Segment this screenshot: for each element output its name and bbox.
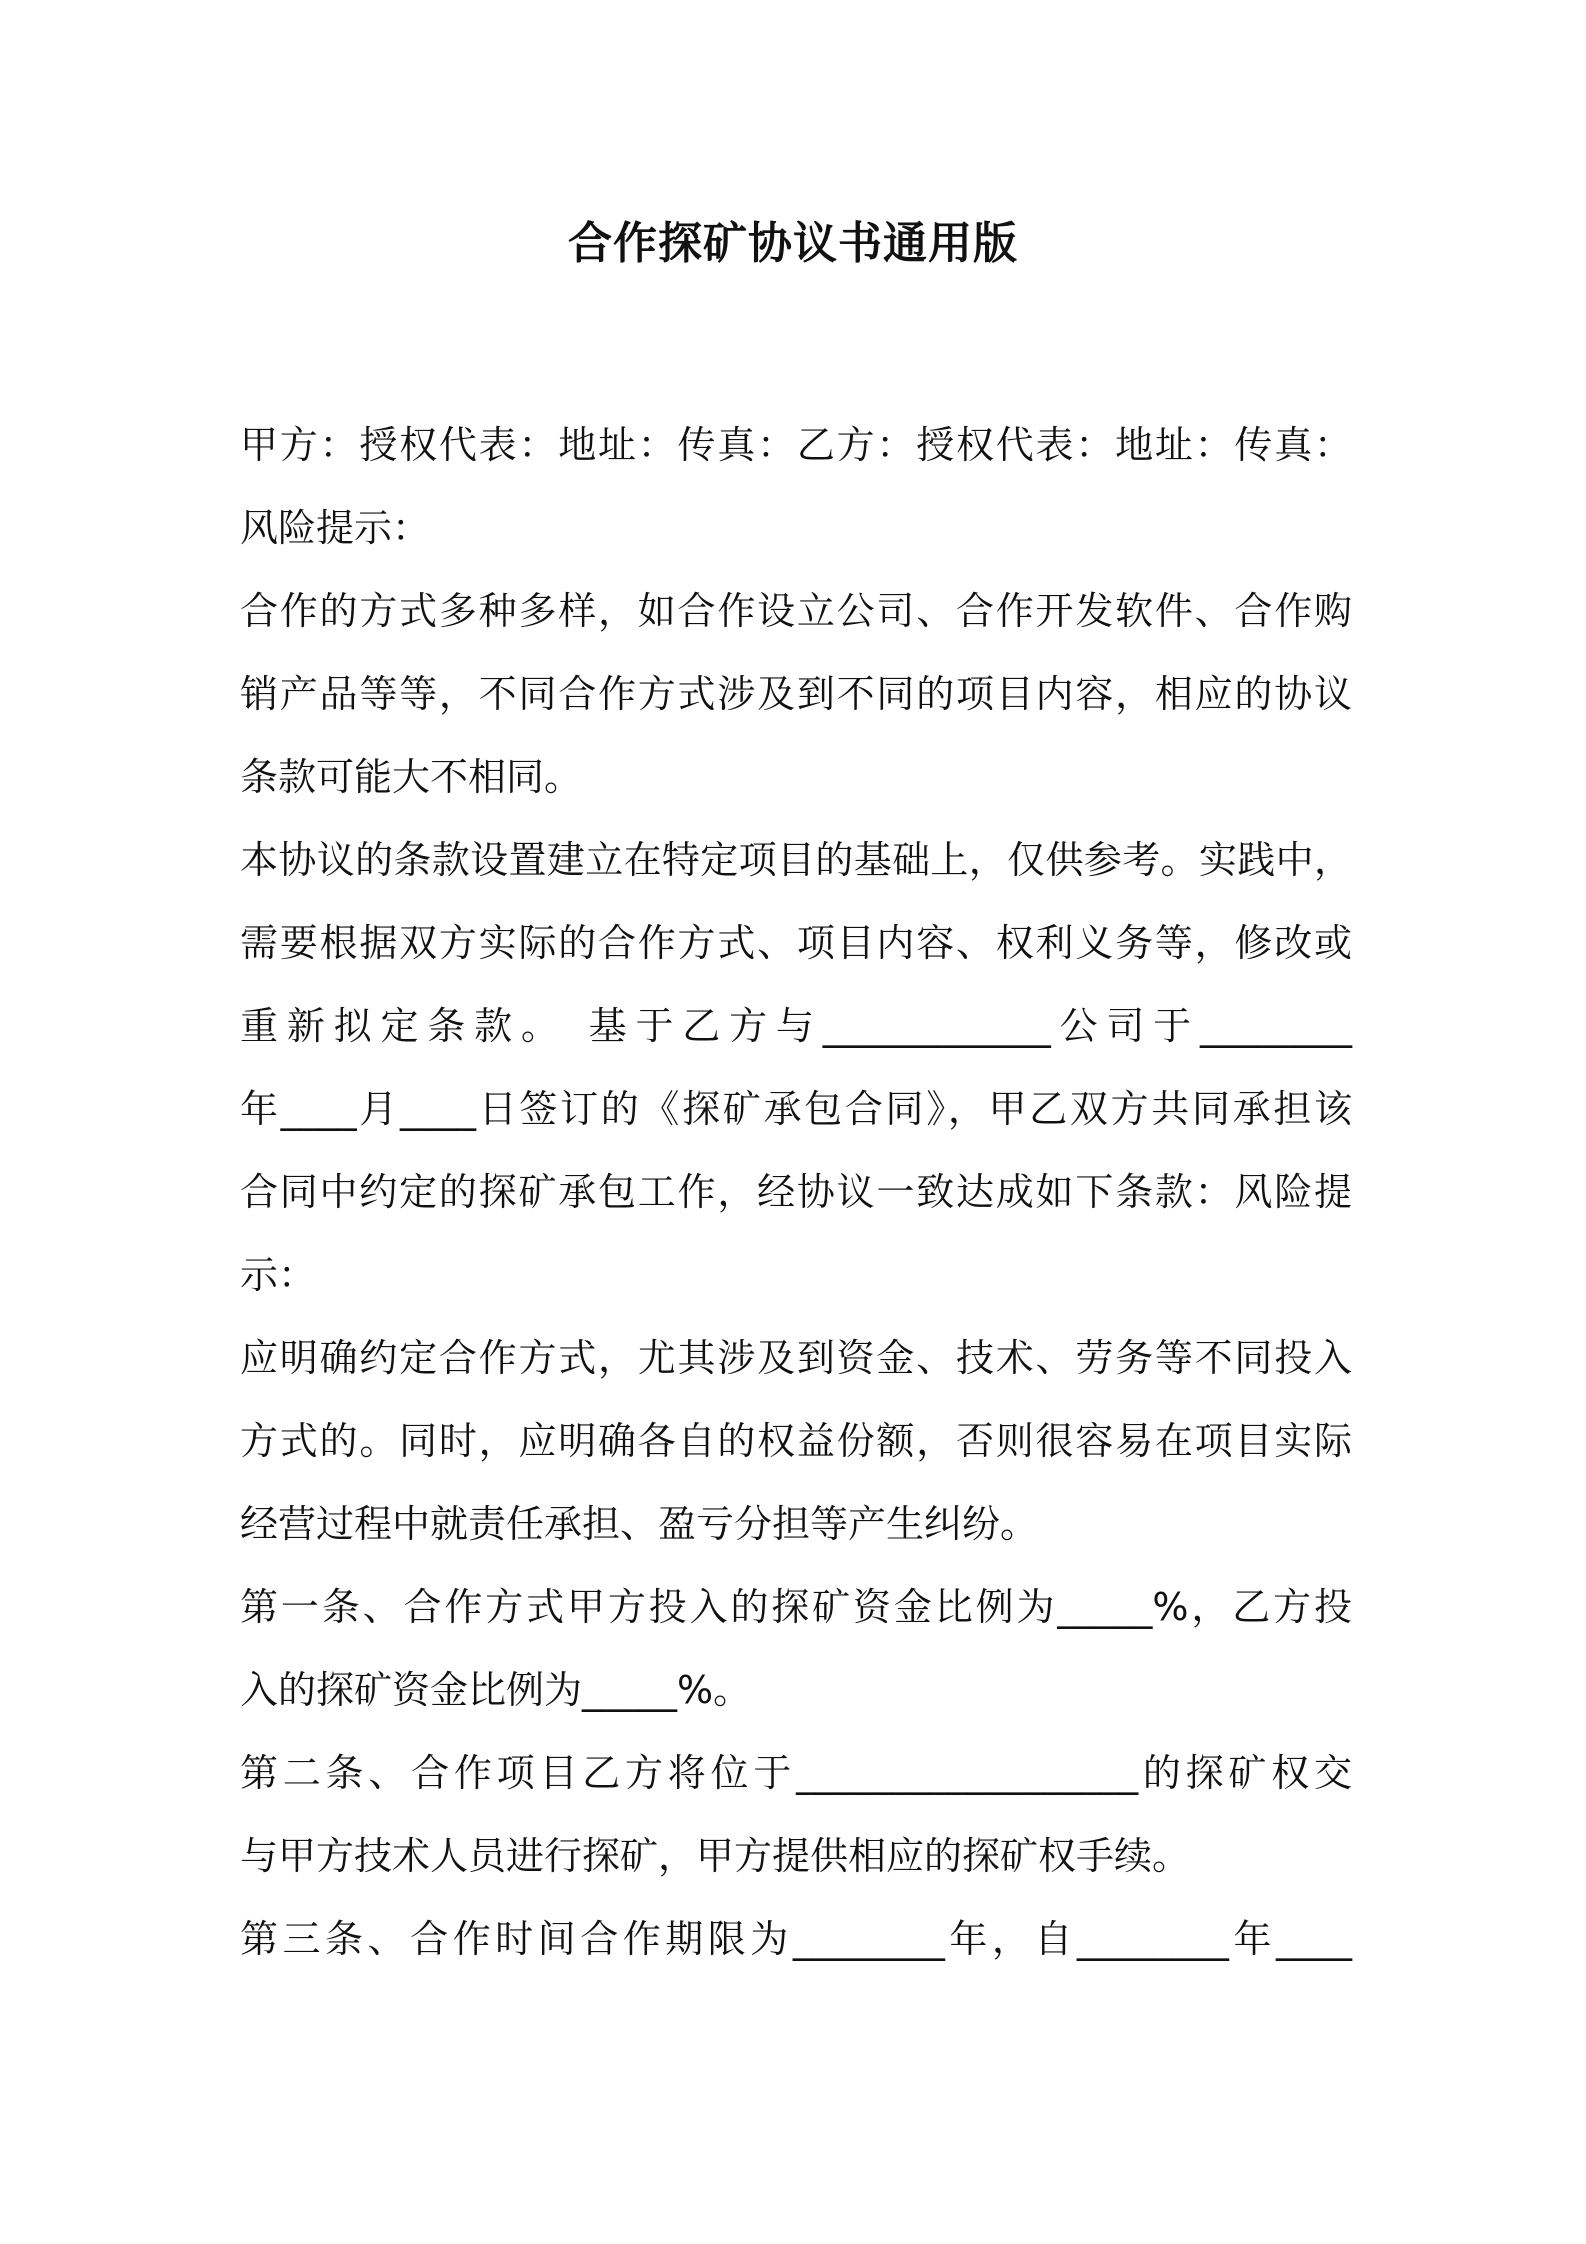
line-risk-heading-1: 风险提示： [240,506,431,550]
line-para3-b: 方式的。同时，应明确各自的权益份额，否则很容易在项目实际 [240,1419,1352,1463]
line-article2-a: 第二条、合作项目乙方将位于__________________的探矿权交 [240,1751,1352,1795]
line-article2-b: 与甲方技术人员进行探矿，甲方提供相应的探矿权手续。 [240,1834,1191,1878]
line-para3-a: 应明确约定合作方式，尤其涉及到资金、技术、劳务等不同投入 [240,1336,1352,1380]
line-parties: 甲方：授权代表：地址：传真：乙方：授权代表：地址：传真： [240,423,1352,467]
line-para3-c: 经营过程中就责任承担、盈亏分担等产生纠纷。 [240,1502,1039,1546]
line-risk-heading-2: 示： [240,1253,317,1297]
document-title: 合作探矿协议书通用版 [568,218,1018,269]
line-article3-a: 第三条、合作时间合作期限为________年，自________年____ [240,1917,1352,1961]
line-para2-b: 需要根据双方实际的合作方式、项目内容、权利义务等，修改或 [240,921,1352,965]
line-para1-a: 合作的方式多种多样，如合作设立公司、合作开发软件、合作购 [240,589,1352,633]
line-article1-b: 入的探矿资金比例为_____%。 [240,1668,752,1712]
line-para2-a: 本协议的条款设置建立在特定项目的基础上，仅供参考。实践中， [240,838,1352,882]
line-para2-d: 年____月____日签订的《探矿承包合同》，甲乙双方共同承担该 [240,1087,1352,1131]
document-body [240,404,1352,1981]
line-para1-b: 销产品等等，不同合作方式涉及到不同的项目内容，相应的协议 [240,672,1352,716]
line-article1-a: 第一条、合作方式甲方投入的探矿资金比例为_____%，乙方投 [240,1585,1352,1629]
line-para2-e: 合同中约定的探矿承包工作，经协议一致达成如下条款：风险提 [240,1170,1352,1214]
line-para2-c: 重新拟定条款。 基于乙方与____________公司于________ [240,1004,1352,1048]
line-para1-c: 条款可能大不相同。 [240,755,583,799]
